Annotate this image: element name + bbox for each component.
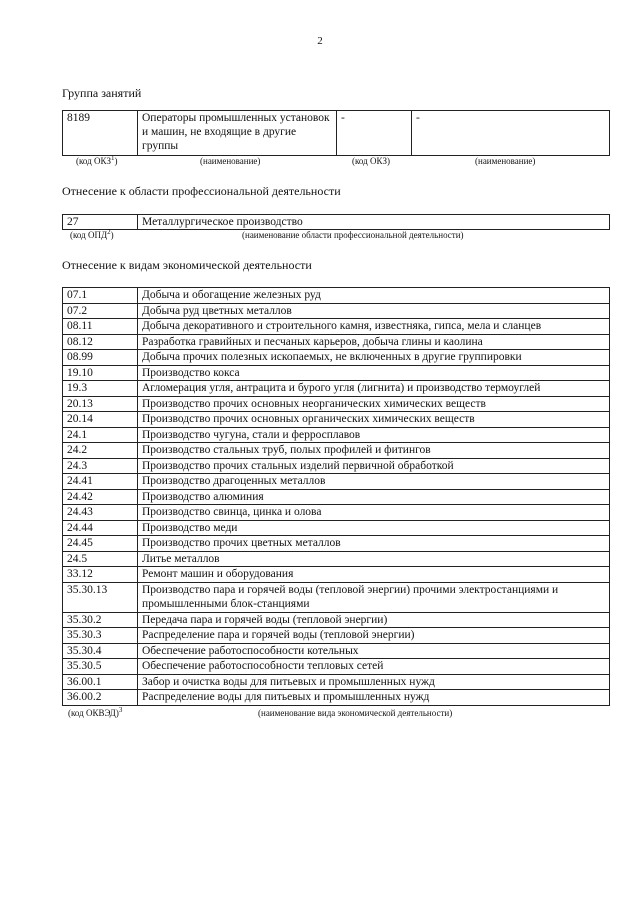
okz-name-caption: (наименование) xyxy=(200,156,261,166)
okved-row xyxy=(63,365,610,381)
okved-name-cell: Производство кокса xyxy=(138,365,610,381)
okved-code-caption: (код ОКВЭД)$^3$ xyxy=(68,706,123,718)
opd-captions xyxy=(0,230,640,242)
okved-code-cell: 24.42 xyxy=(63,489,138,505)
okz-name2-cell: - xyxy=(412,111,610,156)
okved-name-cell: Передача пара и горячей воды (тепловой энергии) xyxy=(138,612,610,628)
okved-row xyxy=(63,489,610,505)
okved-row xyxy=(63,474,610,490)
okved-name-cell: Агломерация угля, антрацита и бурого угля (лигнита) и производство термоуглей xyxy=(138,381,610,397)
okved-code-cell: 24.3 xyxy=(63,458,138,474)
okved-row xyxy=(63,396,610,412)
okved-table xyxy=(62,287,610,706)
okz-code-cell: 8189 xyxy=(63,111,138,156)
okved-name-cell: Распределение воды для питьевых и промышленных нужд xyxy=(138,690,610,706)
okved-row xyxy=(63,628,610,644)
occupation-group-title: Группа занятий xyxy=(62,86,142,100)
okved-code-cell: 24.1 xyxy=(63,427,138,443)
okved-name-cell: Добыча и обогащение железных руд xyxy=(138,288,610,304)
okved-row xyxy=(63,303,610,319)
okved-row xyxy=(63,536,610,552)
okved-code-cell: 24.41 xyxy=(63,474,138,490)
okved-row xyxy=(63,427,610,443)
okved-row xyxy=(63,582,610,612)
okz-code2-caption: (код ОКЗ) xyxy=(352,156,390,166)
okz-code2-cell: - xyxy=(337,111,412,156)
okved-name-cell: Производство чугуна, стали и ферросплавов xyxy=(138,427,610,443)
okved-code-cell: 35.30.4 xyxy=(63,643,138,659)
okz-table xyxy=(62,110,610,156)
okved-name-cell: Производство прочих стальных изделий первичной обработкой xyxy=(138,458,610,474)
okved-row xyxy=(63,520,610,536)
okved-code-cell: 35.30.2 xyxy=(63,612,138,628)
okved-code-cell: 19.3 xyxy=(63,381,138,397)
okved-code-cell: 24.45 xyxy=(63,536,138,552)
okved-name-cell: Производство свинца, цинка и олова xyxy=(138,505,610,521)
okved-row xyxy=(63,381,610,397)
okved-code-cell: 33.12 xyxy=(63,567,138,583)
okved-row xyxy=(63,567,610,583)
okved-name-cell: Обеспечение работоспособности котельных xyxy=(138,643,610,659)
okved-row xyxy=(63,505,610,521)
okz-captions xyxy=(0,156,640,168)
okved-name-cell: Производство прочих основных неорганических химических веществ xyxy=(138,396,610,412)
okved-name-cell: Литье металлов xyxy=(138,551,610,567)
okved-code-cell: 36.00.2 xyxy=(63,690,138,706)
okved-name-cell: Распределение пара и горячей воды (тепловой энергии) xyxy=(138,628,610,644)
okved-code-cell: 35.30.3 xyxy=(63,628,138,644)
okved-code-cell: 19.10 xyxy=(63,365,138,381)
okved-code-cell: 20.13 xyxy=(63,396,138,412)
okved-code-cell: 24.5 xyxy=(63,551,138,567)
okved-name-cell: Производство алюминия xyxy=(138,489,610,505)
okved-name-cell: Производство пара и горячей воды (тепловой энергии) прочими электростанциями и промышленными блок-станциями xyxy=(138,582,610,612)
okved-code-cell: 07.2 xyxy=(63,303,138,319)
okved-captions xyxy=(0,708,640,720)
okz-name2-caption: (наименование) xyxy=(475,156,536,166)
opd-row xyxy=(63,215,610,230)
opd-name-caption: (наименование области профессиональной деятельности) xyxy=(242,230,464,240)
okved-code-cell: 08.11 xyxy=(63,319,138,335)
okved-row xyxy=(63,643,610,659)
okved-name-cell: Обеспечение работоспособности тепловых сетей xyxy=(138,659,610,675)
okved-row xyxy=(63,350,610,366)
okved-row xyxy=(63,690,610,706)
okved-code-cell: 08.12 xyxy=(63,334,138,350)
okved-name-cell: Производство прочих основных органических химических веществ xyxy=(138,412,610,428)
okved-name-cell: Разработка гравийных и песчаных карьеров, добыча глины и каолина xyxy=(138,334,610,350)
okved-code-cell: 36.00.1 xyxy=(63,674,138,690)
page-number: 2 xyxy=(317,35,323,47)
okved-row xyxy=(63,319,610,335)
okved-code-cell: 08.99 xyxy=(63,350,138,366)
okved-code-cell: 24.44 xyxy=(63,520,138,536)
economic-activity-title: Отнесение к видам экономической деятельности xyxy=(62,258,312,272)
okved-row xyxy=(63,288,610,304)
okved-row xyxy=(63,458,610,474)
opd-name-cell: Металлургическое производство xyxy=(138,215,610,230)
okz-name-cell: Операторы промышленных установок и машин, не входящие в другие группы xyxy=(138,111,337,156)
okved-name-cell: Добыча декоративного и строительного камня, известняка, гипса, мела и сланцев xyxy=(138,319,610,335)
okved-code-cell: 24.43 xyxy=(63,505,138,521)
opd-code-caption: (код ОПД$^2$) xyxy=(70,228,114,240)
professional-area-title: Отнесение к области профессиональной деятельности xyxy=(62,184,341,198)
okved-name-cell: Производство прочих цветных металлов xyxy=(138,536,610,552)
okved-row xyxy=(63,443,610,459)
okved-row xyxy=(63,412,610,428)
okved-code-cell: 24.2 xyxy=(63,443,138,459)
okved-row xyxy=(63,334,610,350)
okved-name-cell: Добыча прочих полезных ископаемых, не включенных в другие группировки xyxy=(138,350,610,366)
okved-name-cell: Производство меди xyxy=(138,520,610,536)
opd-table xyxy=(62,214,610,230)
okved-name-cell: Забор и очистка воды для питьевых и промышленных нужд xyxy=(138,674,610,690)
okved-row xyxy=(63,674,610,690)
okved-row xyxy=(63,659,610,675)
opd-code-cell: 27 xyxy=(63,215,138,230)
okz-row xyxy=(63,111,610,156)
okved-code-cell: 20.14 xyxy=(63,412,138,428)
okved-code-cell: 35.30.5 xyxy=(63,659,138,675)
okved-name-cell: Производство драгоценных металлов xyxy=(138,474,610,490)
okved-name-caption: (наименование вида экономической деятельности) xyxy=(258,708,453,718)
okved-code-cell: 35.30.13 xyxy=(63,582,138,612)
okved-code-cell: 07.1 xyxy=(63,288,138,304)
okved-name-cell: Ремонт машин и оборудования xyxy=(138,567,610,583)
okved-row xyxy=(63,551,610,567)
okz-code-caption: (код ОКЗ$^1$) xyxy=(76,154,118,166)
okved-row xyxy=(63,612,610,628)
okved-name-cell: Добыча руд цветных металлов xyxy=(138,303,610,319)
okved-name-cell: Производство стальных труб, полых профилей и фитингов xyxy=(138,443,610,459)
